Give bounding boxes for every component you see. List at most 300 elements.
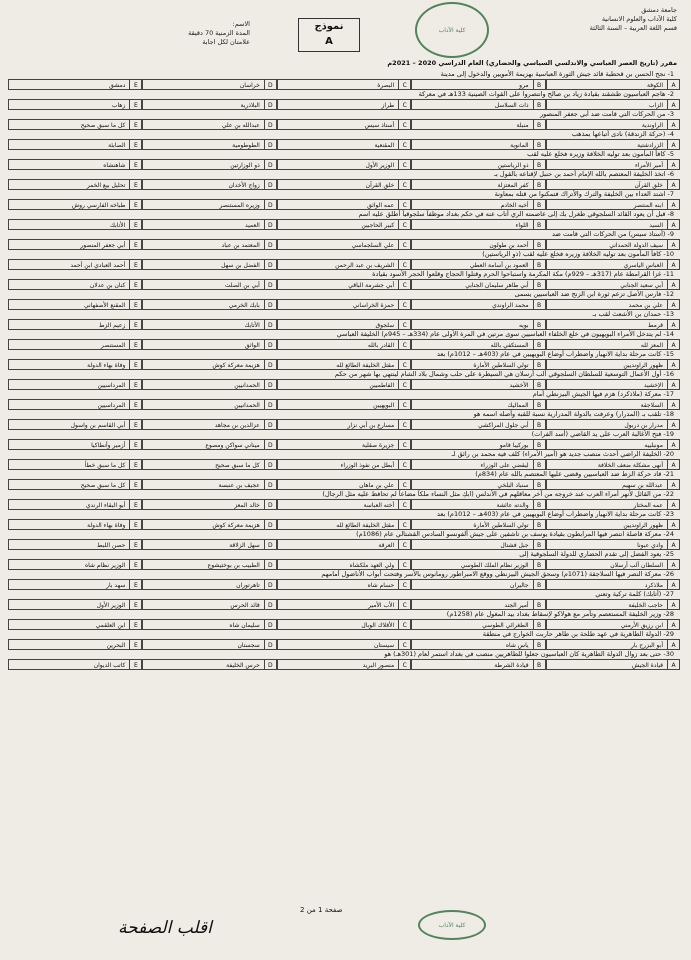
question-text: 25- يعود الفضل إلى تقدم الحضاري للدولة السلجوقية إلى: [519, 550, 674, 558]
option-letter: A: [667, 660, 679, 669]
answer-option[interactable]: [8, 219, 142, 230]
option-text: الأخشيد: [509, 382, 529, 389]
option-text: قرمط: [647, 322, 663, 329]
answer-option[interactable]: [8, 479, 142, 490]
answer-option[interactable]: [142, 559, 276, 570]
answer-option[interactable]: [142, 399, 276, 410]
option-text: تاهرتوران: [236, 582, 260, 589]
option-letter: E: [129, 200, 141, 209]
answer-option[interactable]: [8, 519, 142, 530]
answer-option[interactable]: [546, 539, 680, 550]
option-letter: E: [129, 280, 141, 289]
option-text: دمشق: [109, 82, 126, 89]
answer-option[interactable]: [142, 359, 276, 370]
answer-option[interactable]: [411, 439, 545, 450]
answer-options: [8, 359, 680, 370]
option-letter: E: [129, 380, 141, 389]
option-letter: C: [398, 160, 410, 169]
answer-option[interactable]: [411, 359, 545, 370]
answer-option[interactable]: [277, 519, 411, 530]
answer-option[interactable]: [277, 79, 411, 90]
answer-option[interactable]: [546, 479, 680, 490]
answer-options: [8, 79, 680, 90]
option-letter: C: [398, 340, 410, 349]
answer-option[interactable]: [411, 579, 545, 590]
answer-option[interactable]: [142, 379, 276, 390]
option-text: البويهيين: [373, 402, 395, 409]
answer-option[interactable]: [546, 299, 680, 310]
answer-option[interactable]: [411, 499, 545, 510]
answer-option[interactable]: [142, 299, 276, 310]
model-letter: A: [325, 36, 333, 47]
option-text: الحمدانيين: [234, 402, 260, 409]
answer-option[interactable]: [142, 239, 276, 250]
option-letter: B: [533, 560, 545, 569]
answer-option[interactable]: [411, 479, 545, 490]
answer-option[interactable]: [411, 659, 545, 670]
answer-option[interactable]: [142, 519, 276, 530]
answer-option[interactable]: [546, 179, 680, 190]
answer-option[interactable]: [411, 339, 545, 350]
answer-option[interactable]: [142, 459, 276, 470]
answer-option[interactable]: [546, 199, 680, 210]
answer-option[interactable]: [546, 659, 680, 670]
answer-option[interactable]: [142, 199, 276, 210]
option-text: عجيف بن عنبسة: [218, 482, 260, 489]
answer-option[interactable]: [411, 559, 545, 570]
answer-options: [8, 319, 680, 330]
option-text: الطبيب بن بوختيشوع: [207, 562, 260, 569]
answer-option[interactable]: [8, 559, 142, 570]
question-text: 3- من الحركات التي قامت ضد أبي جعفر المنصور: [540, 110, 674, 118]
answer-option[interactable]: [142, 599, 276, 610]
answer-option[interactable]: [142, 119, 276, 130]
option-letter: C: [398, 320, 410, 329]
course-title: مقرر (تاريخ العصر العباسي والاندلسي السياسي والحضاري) العام الدراسي 2020 – 2021م: [387, 59, 677, 67]
option-letter: A: [667, 440, 679, 449]
answer-option[interactable]: [142, 159, 276, 170]
option-letter: E: [129, 660, 141, 669]
option-text: السلاجقة: [640, 402, 663, 409]
option-letter: B: [533, 240, 545, 249]
option-text: الوزير الأول: [96, 602, 126, 609]
question-text: 11- غزا القرامطة عام (317هـ – 929م) مكة المكرمة واستباحوا الحرم وقتلوا الحجاج وقلعوا الحجر الأسود بقيادة: [372, 270, 674, 278]
answer-option[interactable]: [411, 79, 545, 90]
option-letter: D: [264, 260, 276, 269]
answer-option[interactable]: [546, 619, 680, 630]
option-letter: E: [129, 400, 141, 409]
option-letter: B: [533, 380, 545, 389]
option-text: ابن رزيق الأرمني: [620, 622, 663, 629]
answer-option[interactable]: [277, 579, 411, 590]
answer-option[interactable]: [277, 479, 411, 490]
answer-option[interactable]: [8, 99, 142, 110]
option-letter: D: [264, 240, 276, 249]
answer-option[interactable]: [8, 339, 142, 350]
answer-option[interactable]: [277, 139, 411, 150]
option-text: ملاذكرد: [644, 582, 663, 589]
option-letter: B: [533, 220, 545, 229]
answer-option[interactable]: [546, 119, 680, 130]
answer-option[interactable]: [411, 199, 545, 210]
option-text: الوزير الأول: [365, 162, 395, 169]
option-text: حاجب الخليفة: [628, 602, 663, 609]
option-text: أبي بن الصلت: [224, 282, 260, 289]
answer-option[interactable]: [142, 659, 276, 670]
option-text: كل ما سبق خطأ: [84, 462, 126, 469]
answer-option[interactable]: [411, 519, 545, 530]
question-text: 26- معركة النصر فيها السلاجقة (1071م) وسحق الجيش البيزنطي ووقع الامبراطور رومانوس بالأسر وفتحت أبواب الأناضول أمامهم: [321, 570, 674, 578]
question-text: 24- معركة فاصلة انتصر فيها المرابطون بقيادة يوسف بن تاشفين على جيش ألفونسو السادس القشتالي عام (1086م): [356, 530, 674, 538]
header-institution: [527, 6, 677, 33]
answer-option[interactable]: [277, 179, 411, 190]
answer-option[interactable]: [277, 239, 411, 250]
option-letter: B: [533, 400, 545, 409]
option-letter: E: [129, 360, 141, 369]
option-letter: C: [398, 140, 410, 149]
answer-option[interactable]: [411, 279, 545, 290]
answer-option[interactable]: [277, 459, 411, 470]
answer-option[interactable]: [546, 239, 680, 250]
option-text: الأتابك: [244, 322, 260, 329]
answer-options: [8, 299, 680, 310]
option-letter: E: [129, 160, 141, 169]
answer-option[interactable]: [8, 159, 142, 170]
answer-option[interactable]: [277, 159, 411, 170]
answer-option[interactable]: [277, 319, 411, 330]
option-letter: C: [398, 620, 410, 629]
answer-option[interactable]: [546, 379, 680, 390]
answer-option[interactable]: [411, 119, 545, 130]
answer-option[interactable]: [142, 99, 276, 110]
option-letter: E: [129, 620, 141, 629]
option-letter: D: [264, 340, 276, 349]
answer-option[interactable]: [8, 299, 142, 310]
answer-option[interactable]: [546, 259, 680, 270]
option-text: البحرين: [106, 642, 126, 649]
option-text: أبو البقاء الرندي: [85, 502, 126, 509]
answer-option[interactable]: [8, 359, 142, 370]
answer-options: [8, 279, 680, 290]
option-text: علي بن ماهان: [359, 482, 395, 489]
option-text: الراوندية: [641, 122, 663, 129]
option-letter: E: [129, 600, 141, 609]
answer-option[interactable]: [277, 119, 411, 130]
answer-option[interactable]: [8, 119, 142, 130]
answer-option[interactable]: [8, 199, 142, 210]
answer-option[interactable]: [8, 379, 142, 390]
answer-option[interactable]: [277, 399, 411, 410]
option-letter: B: [533, 300, 545, 309]
answer-option[interactable]: [8, 619, 142, 630]
answer-option[interactable]: [546, 279, 680, 290]
answer-option[interactable]: [411, 459, 545, 470]
option-letter: D: [264, 460, 276, 469]
answer-options: [8, 139, 680, 150]
option-letter: E: [129, 580, 141, 589]
option-text: سلجوق: [375, 322, 395, 329]
answer-option[interactable]: [8, 659, 142, 670]
answer-option[interactable]: [411, 379, 545, 390]
option-letter: B: [533, 100, 545, 109]
answer-option[interactable]: [8, 639, 142, 650]
option-letter: E: [129, 420, 141, 429]
answer-option[interactable]: [277, 419, 411, 430]
option-text: خلق القرآن: [634, 182, 663, 189]
option-text: الأب الأمير: [368, 602, 395, 609]
answer-option[interactable]: [411, 419, 545, 430]
answer-option[interactable]: [411, 179, 545, 190]
option-letter: B: [533, 460, 545, 469]
answer-option[interactable]: [546, 139, 680, 150]
answer-option[interactable]: [8, 79, 142, 90]
answer-option[interactable]: [546, 339, 680, 350]
answer-option[interactable]: [411, 159, 545, 170]
option-text: سهد بار: [106, 582, 126, 589]
footer-stamp-text: كلية الآداب: [438, 921, 466, 929]
option-letter: A: [667, 260, 679, 269]
option-letter: B: [533, 160, 545, 169]
answer-options: [8, 239, 680, 250]
answer-option[interactable]: [277, 619, 411, 630]
answer-option[interactable]: [8, 579, 142, 590]
answer-option[interactable]: [546, 439, 680, 450]
answer-option[interactable]: [8, 419, 142, 430]
option-letter: A: [667, 400, 679, 409]
option-text: قائد الحرس: [230, 602, 260, 609]
option-letter: A: [667, 480, 679, 489]
option-letter: C: [398, 640, 410, 649]
answer-option[interactable]: [277, 559, 411, 570]
answer-option[interactable]: [142, 179, 276, 190]
option-letter: D: [264, 420, 276, 429]
answer-options: [8, 99, 680, 110]
option-letter: C: [398, 580, 410, 589]
answer-option[interactable]: [142, 639, 276, 650]
answer-option[interactable]: [411, 259, 545, 270]
answer-option[interactable]: [411, 639, 545, 650]
answer-option[interactable]: [142, 279, 276, 290]
option-letter: C: [398, 500, 410, 509]
option-letter: C: [398, 380, 410, 389]
answer-option[interactable]: [546, 159, 680, 170]
question-text: 22- من القائل لأنهر أمراء العرب عند خروجه من آخر معاقلهم في الأندلس (ابكِ مثل النساء ملكاً مضاعاً لم تحافظ عليه مثل الرجال): [322, 490, 674, 498]
answer-option[interactable]: [142, 619, 276, 630]
option-letter: A: [667, 100, 679, 109]
answer-option[interactable]: [411, 619, 545, 630]
answer-option[interactable]: [8, 499, 142, 510]
option-text: حسام شاه: [367, 582, 395, 589]
answer-option[interactable]: [142, 139, 276, 150]
answer-option[interactable]: [277, 439, 411, 450]
option-text: المستكفي بالله: [490, 342, 529, 349]
answer-option[interactable]: [277, 299, 411, 310]
option-text: أبي جعفر المنصور: [80, 242, 126, 249]
answer-option[interactable]: [546, 359, 680, 370]
option-letter: B: [533, 180, 545, 189]
answer-option[interactable]: [8, 399, 142, 410]
answer-option[interactable]: [8, 239, 142, 250]
option-text: كفر المعتزلة: [497, 182, 529, 189]
answer-option[interactable]: [546, 99, 680, 110]
question-text: 5- كافأ المأمون بعد توليه الخلافة وزيره فخلع عليه لقب: [527, 150, 674, 158]
answer-option[interactable]: [277, 499, 411, 510]
option-letter: E: [129, 340, 141, 349]
option-letter: D: [264, 120, 276, 129]
answer-option[interactable]: [546, 399, 680, 410]
answer-option[interactable]: [8, 279, 142, 290]
answer-option[interactable]: [546, 559, 680, 570]
option-text: خلق القرآن: [365, 182, 395, 189]
answer-option[interactable]: [546, 219, 680, 230]
option-text: علي السلجماسي: [351, 242, 395, 249]
answer-option[interactable]: [8, 139, 142, 150]
answer-option[interactable]: [277, 599, 411, 610]
option-text: أستاذ سيس: [364, 122, 395, 129]
answer-option[interactable]: [8, 539, 142, 550]
option-letter: C: [398, 260, 410, 269]
answer-option[interactable]: [546, 579, 680, 590]
answer-option[interactable]: [277, 199, 411, 210]
question-text: 30- حتى بعد زوال الدولة الطاهرية كان العباسيون جعلوا للطاهريين منصب في بغداد استمر لعام (301هـ) هو: [384, 650, 674, 658]
answer-option[interactable]: [142, 419, 276, 430]
answer-option[interactable]: [142, 439, 276, 450]
answer-option[interactable]: [546, 319, 680, 330]
option-text: أنهى مشكلة ضعف الخلافة: [597, 462, 663, 469]
option-text: عبدالله بن سهيم: [622, 482, 663, 489]
option-text: محمد الراوندي: [492, 302, 529, 309]
answer-option[interactable]: [142, 79, 276, 90]
answer-options: [8, 499, 680, 510]
answer-option[interactable]: [546, 599, 680, 610]
answer-option[interactable]: [546, 79, 680, 90]
option-letter: A: [667, 300, 679, 309]
answer-option[interactable]: [546, 519, 680, 530]
answer-option[interactable]: [411, 219, 545, 230]
option-letter: C: [398, 560, 410, 569]
answer-option[interactable]: [277, 219, 411, 230]
department-name: قسم اللغة العربية – السنة الثالثة: [589, 24, 677, 32]
option-letter: E: [129, 460, 141, 469]
option-text: العميد: [244, 222, 260, 229]
option-text: الأتابك: [110, 222, 126, 229]
answer-option[interactable]: [546, 639, 680, 650]
option-letter: C: [398, 440, 410, 449]
answer-option[interactable]: [411, 239, 545, 250]
answer-option[interactable]: [8, 259, 142, 270]
answer-option[interactable]: [411, 399, 545, 410]
option-text: جبل فشتال: [500, 542, 529, 549]
option-text: اللواء: [515, 222, 529, 229]
answer-option[interactable]: [142, 479, 276, 490]
answer-options: [8, 439, 680, 450]
option-text: زهاب: [111, 102, 126, 109]
option-letter: E: [129, 320, 141, 329]
option-text: شاهنشاه: [103, 162, 126, 169]
option-text: أبي جشرمة الباقي: [348, 282, 395, 289]
option-text: كبير الحاجبين: [361, 222, 395, 229]
answer-option[interactable]: [277, 539, 411, 550]
question-text: 1- نجح الحسن بن قحطبة قائد جيش الثورة العباسية بهزيمة الأمويين والدخول إلى مدينة: [440, 70, 674, 78]
option-text: سنباد البلخي: [497, 482, 529, 489]
page-footer: [0, 900, 691, 960]
option-text: المماليك: [507, 402, 529, 409]
option-letter: D: [264, 360, 276, 369]
answer-option[interactable]: [277, 639, 411, 650]
answer-option[interactable]: [142, 219, 276, 230]
option-letter: B: [533, 520, 545, 529]
option-letter: B: [533, 360, 545, 369]
option-text: هزيمة معركة كوش: [212, 522, 260, 529]
option-letter: D: [264, 580, 276, 589]
option-letter: B: [533, 540, 545, 549]
question-text: 10- كافأ المأمون بعد توليه الخلافة وزيره فخلع عليه لقب (ذو الرياستين): [482, 250, 674, 258]
answer-option[interactable]: [8, 319, 142, 330]
option-letter: A: [667, 520, 679, 529]
option-text: ذو الرياستين: [497, 162, 529, 169]
option-text: أبطل من نفوذ الوزراء: [340, 462, 395, 469]
answer-option[interactable]: [411, 99, 545, 110]
answer-option[interactable]: [546, 419, 680, 430]
option-letter: C: [398, 520, 410, 529]
option-text: تحليل بيع الخمر: [86, 182, 126, 189]
option-text: الحمدانيين: [234, 382, 260, 389]
answer-option[interactable]: [142, 339, 276, 350]
question-text: 14- لم يتدخل الأمراء البويهيون في خلع الخلفاء العباسيين سوى مرتين في المرة الأولى عام (334هـ – 945م) الخليفة العباسي: [336, 330, 674, 338]
option-text: والدته عائشة: [496, 502, 529, 509]
header-exam-info: [160, 20, 250, 47]
option-text: الصابئة: [108, 142, 126, 149]
answer-option[interactable]: [411, 319, 545, 330]
answer-option[interactable]: [411, 599, 545, 610]
answer-option[interactable]: [411, 139, 545, 150]
answer-option[interactable]: [277, 659, 411, 670]
option-letter: B: [533, 120, 545, 129]
answer-option[interactable]: [277, 99, 411, 110]
answer-option[interactable]: [142, 259, 276, 270]
answer-options: [8, 539, 680, 550]
answer-option[interactable]: [8, 179, 142, 190]
answer-option[interactable]: [411, 299, 545, 310]
answer-option[interactable]: [546, 459, 680, 470]
answer-option[interactable]: [277, 379, 411, 390]
option-letter: C: [398, 180, 410, 189]
option-text: العباس الياسري: [623, 262, 663, 269]
answer-option[interactable]: [411, 539, 545, 550]
option-text: المعتمد بن عباد: [221, 242, 260, 249]
answer-option[interactable]: [8, 459, 142, 470]
option-letter: D: [264, 520, 276, 529]
answer-option[interactable]: [142, 539, 276, 550]
answer-option[interactable]: [277, 279, 411, 290]
answer-option[interactable]: [8, 599, 142, 610]
option-text: وفاة بهاء الدولة: [87, 522, 126, 529]
answer-option[interactable]: [8, 439, 142, 450]
answer-option[interactable]: [142, 499, 276, 510]
answer-option[interactable]: [142, 579, 276, 590]
option-text: حرس الخليفة: [226, 662, 260, 669]
option-letter: A: [667, 560, 679, 569]
option-letter: B: [533, 580, 545, 589]
option-letter: A: [667, 220, 679, 229]
answer-option[interactable]: [277, 259, 411, 270]
answer-option[interactable]: [546, 499, 680, 510]
answer-option[interactable]: [277, 339, 411, 350]
answer-options: [8, 519, 680, 530]
option-letter: D: [264, 620, 276, 629]
answer-option[interactable]: [142, 319, 276, 330]
answer-option[interactable]: [277, 359, 411, 370]
